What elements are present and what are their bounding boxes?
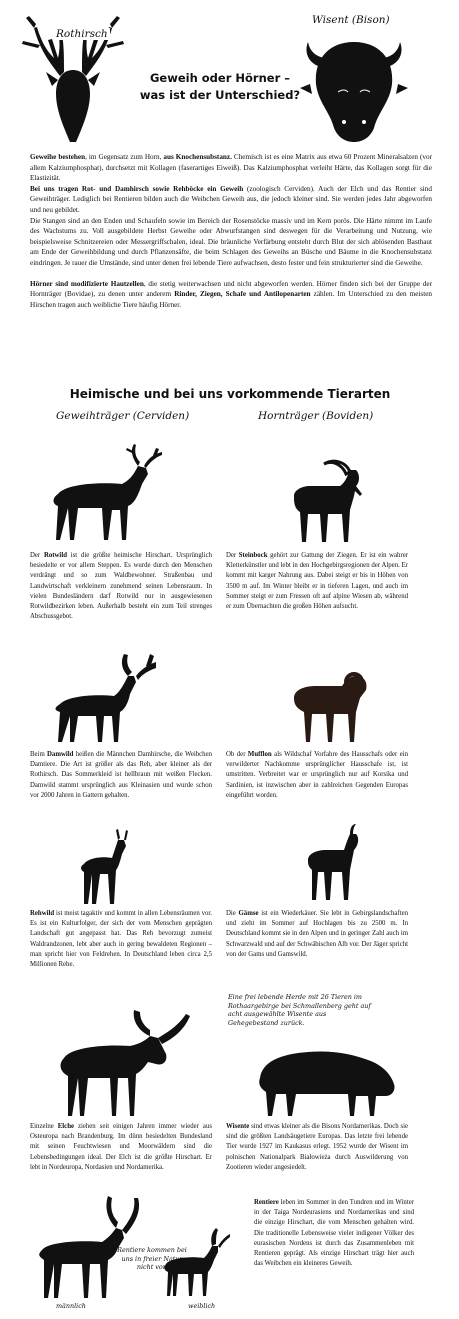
text-damwild: Beim Damwild heißen die Männchen Damhirsche, die Weibchen Damtiere. Die Art ist größer als das Reh, aber kleiner als der Rothirsch. Das Sommerkleid ist hellbraun mit weißen Flecken. Damwild stammt ursprünglich aus Kleinasien und wurde schon vor 2000 Jahren in Gattern gehalten. — [30, 751, 212, 799]
label-female: weiblich — [188, 1302, 216, 1310]
page-title — [130, 70, 310, 104]
roe-deer-silhouette-icon — [74, 828, 138, 906]
fallow-deer-silhouette-icon — [42, 652, 162, 744]
wisent-silhouette-icon — [252, 1038, 402, 1118]
section-title: Heimische und bei uns vorkommende Tierarten — [69, 387, 391, 401]
chamois-silhouette-icon — [300, 824, 368, 902]
ibex-silhouette-icon — [280, 456, 376, 544]
column-head-bovids: Hornträger (Boviden) — [258, 410, 374, 422]
bison-label: Wisent (Bison) — [312, 14, 390, 26]
bison-head-icon — [300, 32, 408, 144]
intro-text — [30, 152, 432, 310]
text-steinbock: Der Steinbock gehört zur Gattung der Ziegen. Er ist ein wahrer Kletterkünstler und lebt in den Hochgebirgsregionen der Alpen. Er kommt mit karger Nahrung aus. Dabei steigt er bis in Höhen von 3500 m auf. Im Winter bleibt er in tieferen Lagen, und auch im Sommer steigt er zum Fressen oft auf alpine Wiesen ab, während er zum Übernachten die großen Höhen aufsucht. — [226, 552, 408, 611]
reindeer-male-silhouette-icon — [30, 1190, 148, 1300]
text-wisent: Wisente sind etwas kleiner als die Bisons Nordamerikas. Doch sie sind die größten Landsäugetiere Europas. Das letzte frei lebende Tier wurde 1927 im Kaukasus erlegt. 1952 wurde der Wisent im polnischen Nationalpark Białowieża durch Auswilderung von Zootieren wieder angesiedelt. — [226, 1123, 408, 1171]
note-reindeer: Rentiere kommen bei uns in freier Natur nicht vor. — [117, 1246, 187, 1272]
mouflon-silhouette-icon — [284, 668, 374, 744]
red-deer-silhouette-icon — [38, 444, 168, 544]
title-line-1: Geweih oder Hörner – — [149, 71, 290, 85]
intro-paragraph-3: Die Stangen sind an den Enden und Schaufeln sowie im Bereich der Rosenstöcke massiv und im Kern porös. Die Härte nimmt im Laufe des Wachstums zu. Voll ausgebildete Herbst Geweihe oder Abwurfstangen sind deswegen für die Verarbeitung und Nutzung, wie beispielsweise Schnitzereien oder Messergriffschalen, ideal. Die bräunliche Verfärbung entsteht durch Blut der sich ablösenden Basthaut am Ende der Geweihbildung und durch Pflanzensäfte, die beim Schlagen des Geweihs an Büsche und Bäume in die Knochensubstanz eindringen. Je rauer die Umstände, sind unter denen frei lebende Tiere aufwachsen, desto fester und fein strukturierter sind die Geweihe. — [30, 216, 432, 267]
text-mufflon: Ob der Mufflon als Wildschaf Vorfahre des Hausschafs oder ein verwilderter Nachkomme ursprünglicher Hausschafe ist, ist umstritten. Verbreitet war er ursprünglich nur auf Korsika und Sardinien, ist inzwischen aber in zahlreichen Gegenden Europas eingeführt worden. — [226, 751, 408, 799]
text-rentiere: Rentiere leben im Sommer in den Tundren und im Winter in der Taiga Nordeurasiens und Nordamerikas und sind die einzige Hirschart, die vom Menschen gehalten wird. Die traditionelle Lebensweise vieler indigener Völker des eurasischen Nordens ist durch das Zusammenleben mit Rentieren geprägt. Als einzige Hirschart trägt hier auch das Weibchen ein kleineres Geweih. — [254, 1199, 414, 1268]
title-line-2: was ist der Unterschied? — [139, 88, 301, 102]
text-elch: Einzelne Elche ziehen seit einigen Jahren immer wieder aus Osteuropa nach Brandenburg. Im dünn besiedelten Bundesland mit seinen Feuchtwiesen und Moorwäldern sind die Lebensbedingungen ideal. Der Elch ist die größte Hirschart. Er lebt in Nordeuropa, Nordasien und Nordamerika. — [30, 1123, 212, 1171]
red-deer-label: Rothirsch — [56, 28, 108, 40]
text-rehwild: Rehwild ist meist tagaktiv und kommt in allen Lebensräumen vor. Es ist ein Kulturfolger, der sich der vom Menschen geprägten Landschaft gut angepasst hat. Das Reh bevorzugt zumeist Waldrandzonen, lebt aber auch in gering bewaldeten Regionen – man spricht hier von Feldrehen. In Deutschland leben circa 2,5 Millionen Rehe. — [30, 910, 212, 969]
column-head-cervids: Geweihträger (Cerviden) — [56, 410, 190, 422]
intro-paragraph-1: Geweihe bestehen, im Gegensatz zum Horn, aus Knochensubstanz. Chemisch ist es eine Matrix aus etwa 60 Prozent Mineralsalzen (vor allem Kalziumphosphat), durchsetzt mit Kollagen (faserartiges Eiweiß). Das Kalziumphosphat verleiht Härte, das Kollagen sorgt für die Elastizität. — [30, 153, 432, 183]
label-male: männlich — [56, 1302, 86, 1310]
moose-silhouette-icon — [40, 1002, 190, 1118]
intro-paragraph-4: Hörner sind modifizierte Hautzellen, die stetig weiterwachsen und nicht abgeworfen werden. Hörner finden sich bei der Gruppe der Hornträger (Bovidae), zu denen unter anderem Rinder, Ziegen, Schafe und Antilopenarten zählen. Im Unterschied zu den meisten Hirschen tragen auch weibliche Tiere häufig Hörner. — [30, 279, 432, 309]
intro-paragraph-2: Bei uns tragen Rot- und Damhirsch sowie Rehböcke ein Geweih (zoologisch Cerviden). Auch der Elch und das Rentier sind Geweihträger. Lediglich bei Rentieren bilden auch die Weibchen Geweih aus, die jedoch kleiner sind. Sie werden jedes Jahr abgeworfen und neu gebildet. — [30, 184, 432, 214]
text-rotwild: Der Rotwild ist die größte heimische Hirschart. Ursprünglich besiedelte er vor allem Steppen. Es wurde durch den Menschen verdrängt und so zum Waldbewohner. Straßenbau und Landwirtschaft verkleinern zunehmend seinen Lebensraum. In vielen Bundesländern darf Rotwild nur in ausgewiesenen Rotwildbezirken leben. Außerhalb besteht ein zum Teil strenges Abschussgebot. — [30, 552, 213, 621]
note-wisent-herde: Eine frei lebende Herde mit 26 Tieren im Rothaargebirge bei Schmallenberg geht auf acht ausgewählte Wisente aus Gehegebestand zurück. — [228, 993, 371, 1027]
text-gaemse: Die Gämse ist ein Wiederkäuer. Sie lebt in Gebirgslandschaften und zieht im Sommer auf Hochlagen bis zu 2500 m. In Deutschland kommt sie in den Alpen und in geringer Zahl auch im Schwarzwald und auf der Schwäbischen Alb vor. Der Jäger spricht von der Gams und Gamswild. — [226, 910, 408, 958]
